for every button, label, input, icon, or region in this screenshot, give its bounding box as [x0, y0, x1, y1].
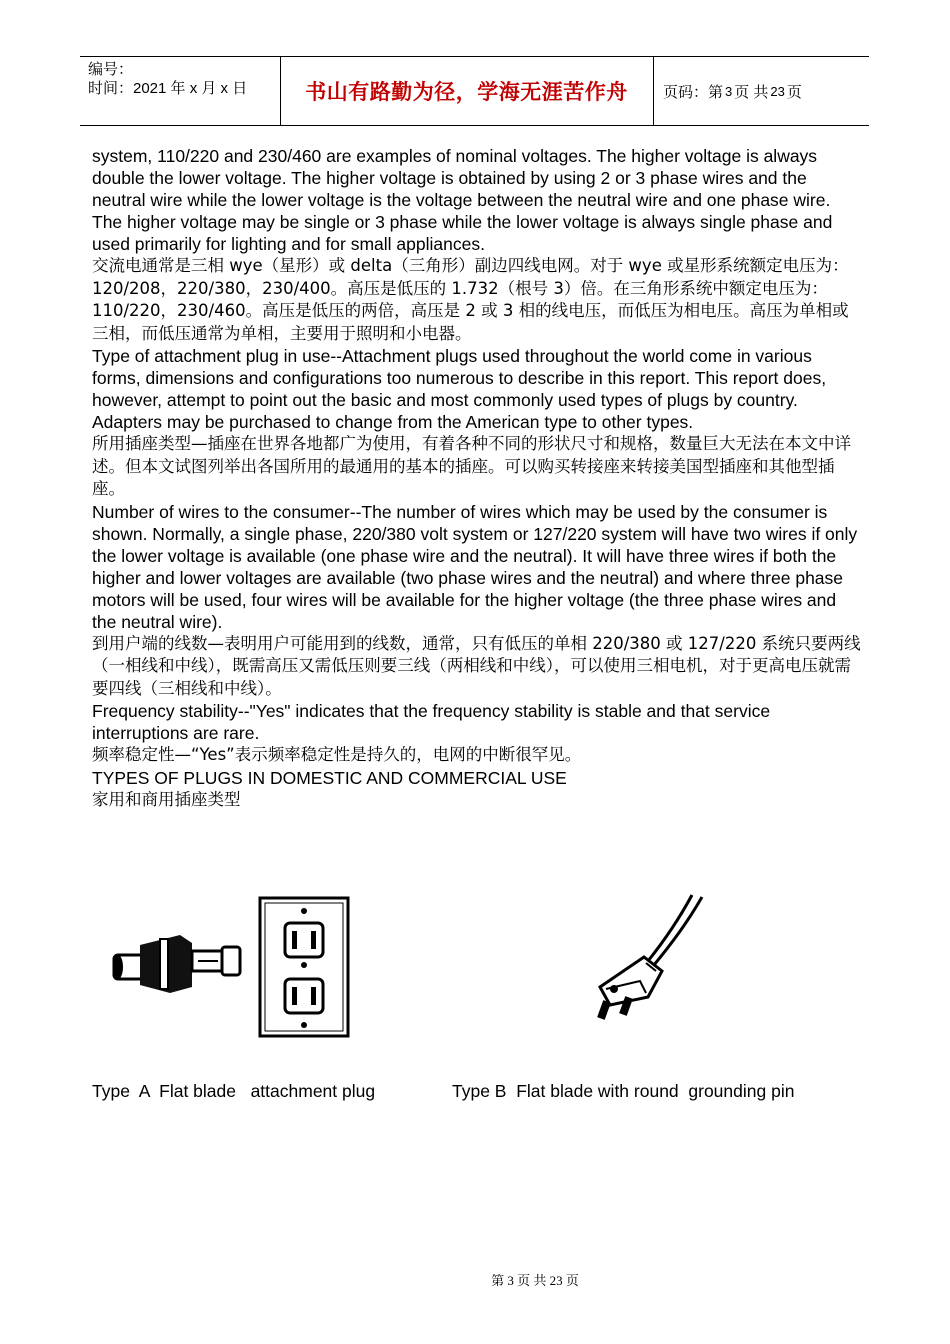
serial-label: 编号： [88, 61, 134, 78]
paragraph-en: system, 110/220 and 230/460 are examples of nominal voltages. The higher voltage is always double the lower voltage. The higher voltage is obtained by using 2 or 3 phase wires and the neutral wire while the lower voltage is the voltage between the neutral wire and one phase wire. The higher voltage may be single or 3 phase while the lower voltage is always single phase and used primarily for lighting and for small appliances. [92, 146, 833, 254]
page-mid: 页 共 [734, 83, 769, 101]
paragraph-cn: 交流电通常是三相 wye（星形）或 delta（三角形）副边四线电网。对于 wye 或星形系统额定电压为：120/208，220/380，230/400。高压是低压的 1.732（根号 3）倍。在三角形系统中额定电压为：110/220，230/460。高压是低压的两倍，高压是 2 或 3 相的线电压，而低压为相电压。高压为单相或三相，而低压通常为单相，主要用于照明和小电器。 [92, 256, 849, 343]
caption-type-b: Type B Flat blade with round grounding pin [452, 1081, 795, 1101]
header-meta [88, 60, 247, 98]
page-total: 23 [770, 83, 785, 99]
paragraph-cn: 频率稳定性—“Yes”表示频率稳定性是持久的，电网的中断很罕见。 [92, 745, 582, 764]
caption-type-a: Type A Flat blade attachment plug [92, 1081, 376, 1101]
section-heading-cn: 家用和商用插座类型 [92, 789, 241, 809]
section-heading: TYPES OF PLUGS IN DOMESTIC AND COMMERCIAL USE [92, 767, 567, 788]
page-current: 3 [725, 83, 733, 99]
paragraph-cn: 所用插座类型—插座在世界各地都广为使用，有着各种不同的形状尺寸和规格，数量巨大无法在本文中详述。但本文试图列举出各国所用的最通用的基本的插座。可以购买转接座来转接美国型插座和其他型插座。 [92, 434, 851, 498]
time-label: 时间：2021 年 x 月 x 日 [88, 80, 248, 97]
header-divider [653, 57, 654, 125]
paragraph-en: Type of attachment plug in use--Attachment plugs used throughout the world come in various forms, dimensions and configurations too numerous to describe in this report. This report does, however, attempt to point out the basic and most commonly used types of plugs by country. Adapters may be purchased to change from the American type to other types. [92, 346, 827, 432]
type-a-receptacle-figure [258, 895, 354, 1040]
header-page-info [663, 57, 802, 125]
paragraph-en: Number of wires to the consumer--The number of wires which may be used by the consumer is shown. Normally, a single phase, 220/380 volt system or 127/220 system will have two wires if only the lower voltage is available (one phase wire and the neutral). It will have three wires if both the higher and lower voltages are available (two phase wires and the neutral) and where three phase motors will be used, four wires will be available for the higher voltage (the three phase wires and the neutral wire). [92, 501, 858, 632]
document-body [92, 145, 864, 811]
page-header [80, 56, 869, 126]
header-motto: 书山有路勤为径，学海无涯苦作舟 [305, 79, 628, 104]
type-b-plug-figure [592, 893, 708, 1033]
paragraph-cn: 到用户端的线数—表明用户可能用到的线数，通常，只有低压的单相 220/380 或 127/220 系统只要两线（一相线和中线），既需高压又需低压则要三线（两相线和中线），可以使用三相电机，对于更高电压就需要四线（三相线和中线）。 [92, 633, 861, 698]
page-suffix: 页 [786, 83, 802, 101]
paragraph-en: Frequency stability--"Yes" indicates that the frequency stability is stable and that service interruptions are rare. [92, 701, 771, 743]
type-a-plug-figure [110, 925, 245, 1000]
page-prefix: 页码：第 [663, 83, 724, 101]
page-footer: 第 3 页 共 23 页 [491, 1273, 579, 1288]
